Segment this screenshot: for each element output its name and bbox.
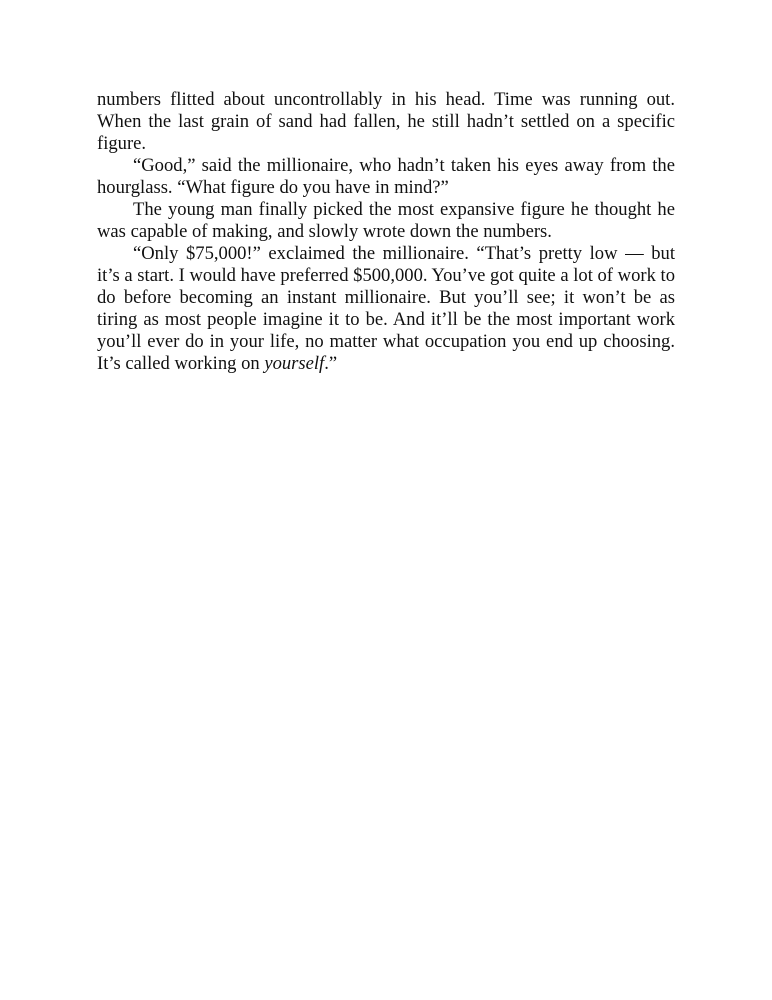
emphasized-word: yourself [264, 353, 325, 374]
paragraph-good-reply: “Good,” said the millionaire, who hadn’t taken his eyes away from the hourglass. “What figure do you have in mind?” [97, 155, 675, 198]
paragraph-ending: .” [324, 353, 338, 374]
paragraph-continuation: numbers flitted about uncontrollably in his head. Time was running out. When the last grain of sand had fallen, he still hadn’t settled on a specific figure. [97, 89, 675, 154]
paragraph-text: “Only $75,000!” exclaimed the millionaire. “That’s pretty low — but it’s a start. I would have preferred $500,000. You’ve got quite a lot of work to do before becoming an instant millionaire. But you’ll see; it won’t be as tiring as most people imagine it to be. And it’ll be the most important work you’ll ever do in your life, no matter what occupation you end up choosing. It’s called working on [97, 243, 675, 374]
body-text [97, 89, 675, 375]
paragraph-only-amount [97, 243, 675, 375]
paragraph-young-man: The young man finally picked the most expansive figure he thought he was capable of making, and slowly wrote down the numbers. [97, 199, 675, 242]
